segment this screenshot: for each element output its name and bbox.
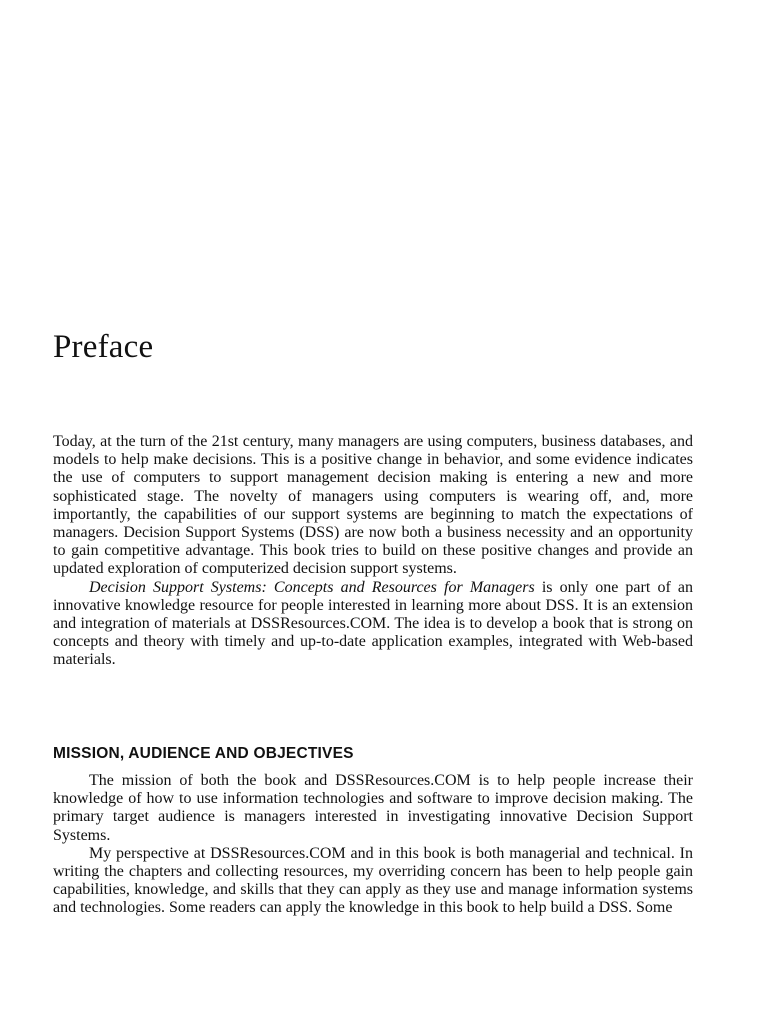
intro-section bbox=[53, 433, 693, 670]
intro-paragraph-2 bbox=[53, 579, 693, 670]
intro-paragraph-2-text: is only one part of an innovative knowledge resource for people interested in learning more about DSS. It is an extension and integration of materials at DSSResources.COM. The idea is to develop a book that is strong on concepts and theory with timely and up-to-date application examples, integrated with Web-based materials. bbox=[53, 578, 693, 669]
book-title-italic: Decision Support Systems: Concepts and Resources for Managers bbox=[89, 578, 535, 596]
section-heading-mission: MISSION, AUDIENCE AND OBJECTIVES bbox=[53, 745, 354, 762]
intro-paragraph-1: Today, at the turn of the 21st century, many managers are using computers, business databases, and models to help make decisions. This is a positive change in behavior, and some evidence indicates the use of computers to support management decision making is entering a new and more sophisticated stage. The novelty of managers using computers is wearing off, and, more importantly, the capabilities of our support systems are beginning to match the expectations of managers. Decision Support Systems (DSS) are now both a business necessity and an opportunity to gain competitive advantage. This book tries to build on these positive changes and provide an updated exploration of computerized decision support systems. bbox=[53, 433, 693, 578]
mission-paragraph-2: My perspective at DSSResources.COM and in this book is both managerial and technical. In writing the chapters and collecting resources, my overriding concern has been to help people gain capabilities, knowledge, and skills that they can apply as they use and manage information systems and technologies. Some readers can apply the knowledge in this book to help build a DSS. Some bbox=[53, 844, 693, 917]
chapter-title: Preface bbox=[53, 329, 154, 365]
mission-paragraph-1: The mission of both the book and DSSResources.COM is to help people increase their knowledge of how to use information technologies and software to improve decision making. The primary target audience is managers interested in investigating innovative Decision Support Systems. bbox=[53, 772, 693, 844]
mission-section bbox=[53, 772, 693, 918]
